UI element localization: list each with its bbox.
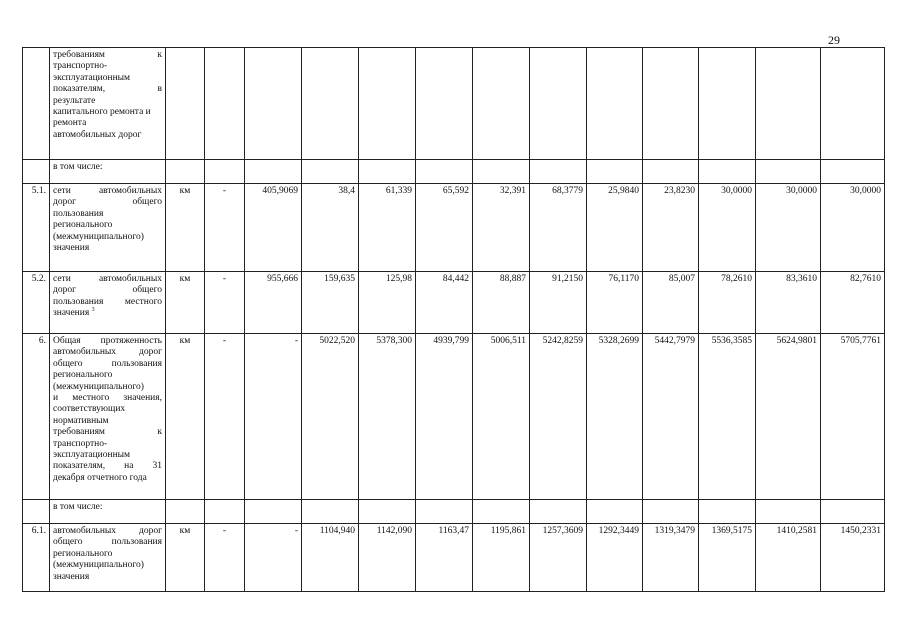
table-row — [23, 272, 885, 334]
value-cell: 5022,520 — [302, 334, 359, 500]
row-index-cell — [23, 160, 50, 184]
empty-cell — [359, 500, 416, 524]
value-cell: 61,339 — [359, 184, 416, 272]
description-line — [53, 96, 162, 107]
value-cell: 5536,3585 — [699, 334, 756, 500]
description-line — [53, 336, 162, 347]
value-cell: 5242,8259 — [530, 334, 587, 500]
description-line-text: нормативным — [53, 415, 109, 426]
base-value-cell: - — [245, 334, 302, 500]
empty-cell — [205, 160, 245, 184]
empty-cell — [699, 48, 756, 160]
description-line — [53, 130, 162, 141]
description-line — [53, 209, 162, 220]
value-cell: 125,98 — [359, 272, 416, 334]
description-line — [53, 220, 162, 231]
base-value-cell: 955,666 — [245, 272, 302, 334]
description-line — [53, 285, 162, 296]
empty-cell — [245, 48, 302, 160]
empty-cell — [166, 500, 205, 524]
description-line-text: показателям, на 31 — [53, 461, 162, 472]
value-cell: 30,0000 — [756, 184, 821, 272]
description-line-text: (межмуниципального) — [53, 381, 144, 392]
table-row — [23, 48, 885, 160]
value-cell: 1369,5175 — [699, 524, 756, 592]
description-line — [53, 359, 162, 370]
description-line — [53, 73, 162, 84]
row-description-cell — [50, 334, 166, 500]
value-cell: 159,635 — [302, 272, 359, 334]
row-index-cell — [23, 500, 50, 524]
description-line-text: сети автомобильных — [53, 274, 162, 284]
description-line-text: Общая протяженность — [53, 336, 162, 346]
description-line-text: показателям, в — [53, 84, 162, 95]
description-line — [53, 186, 162, 197]
empty-cell — [530, 160, 587, 184]
value-cell: 5006,511 — [473, 334, 530, 500]
description-line-text: дорог общего — [53, 285, 162, 296]
empty-cell — [416, 500, 473, 524]
empty-cell — [756, 48, 821, 160]
description-line-text: значения — [53, 243, 90, 254]
description-line — [53, 416, 162, 427]
empty-cell — [205, 48, 245, 160]
description-line-text: регионального — [53, 548, 113, 559]
empty-cell — [166, 160, 205, 184]
description-line-text: значения — [53, 308, 90, 319]
report-table — [22, 47, 885, 592]
description-line-text: регионального — [53, 370, 113, 381]
description-line-text: значения — [53, 571, 90, 582]
empty-cell — [473, 160, 530, 184]
description-line — [53, 50, 162, 61]
description-line-text: требованиям к — [53, 50, 162, 60]
base-value-cell: 405,9069 — [245, 184, 302, 272]
baseline-cell: - — [205, 524, 245, 592]
empty-cell — [302, 160, 359, 184]
description-line — [53, 473, 162, 484]
value-cell: 38,4 — [302, 184, 359, 272]
value-cell: 30,0000 — [821, 184, 885, 272]
row-description-cell — [50, 272, 166, 334]
description-line — [53, 232, 162, 243]
empty-cell — [359, 48, 416, 160]
description-line-text: капитального ремонта и — [53, 107, 151, 118]
base-value-cell: - — [245, 524, 302, 592]
empty-cell — [302, 500, 359, 524]
description-line-text: эксплуатационным — [53, 72, 131, 83]
unit-cell: км — [166, 334, 205, 500]
empty-cell — [416, 160, 473, 184]
empty-cell — [756, 500, 821, 524]
value-cell: 1163,47 — [416, 524, 473, 592]
description-line-text: (межмуниципального) — [53, 231, 144, 242]
description-line-text: и местного значения, — [53, 393, 162, 404]
description-line-text: эксплуатационным — [53, 450, 131, 461]
value-cell: 32,391 — [473, 184, 530, 272]
value-cell: 85,007 — [643, 272, 699, 334]
empty-cell — [821, 500, 885, 524]
description-line-text: ремонта — [53, 118, 87, 129]
empty-cell — [166, 48, 205, 160]
value-cell: 25,9840 — [587, 184, 643, 272]
description-line — [53, 450, 162, 461]
row-index-cell: 5.2. — [23, 272, 50, 334]
description-line-text: результате — [53, 95, 96, 106]
value-cell: 88,887 — [473, 272, 530, 334]
value-cell: 5378,300 — [359, 334, 416, 500]
table-row — [23, 500, 885, 524]
value-cell: 5442,7979 — [643, 334, 699, 500]
description-line — [53, 308, 162, 319]
value-cell: 4939,799 — [416, 334, 473, 500]
value-cell: 1292,3449 — [587, 524, 643, 592]
description-line-text: автомобильных дорог — [53, 347, 162, 358]
description-line-text: декабря отчетного года — [53, 472, 147, 483]
empty-cell — [587, 500, 643, 524]
empty-cell — [643, 48, 699, 160]
description-line — [53, 274, 162, 285]
baseline-cell: - — [205, 334, 245, 500]
description-line — [53, 404, 162, 415]
description-line-text: сети автомобильных — [53, 186, 162, 196]
table-row — [23, 160, 885, 184]
value-cell: 91,2150 — [530, 272, 587, 334]
description-line — [53, 393, 162, 404]
table-row — [23, 184, 885, 272]
row-description-cell — [50, 524, 166, 592]
empty-cell — [245, 160, 302, 184]
description-line — [53, 243, 162, 254]
description-line — [53, 439, 162, 450]
description-line-text: требованиям к — [53, 427, 162, 438]
baseline-cell: - — [205, 272, 245, 334]
description-line-text: автомобильных дорог — [53, 526, 162, 536]
value-cell: 1142,090 — [359, 524, 416, 592]
empty-cell — [821, 160, 885, 184]
description-line — [53, 560, 162, 571]
value-cell: 1410,2581 — [756, 524, 821, 592]
subtotal-label-cell: в том числе: — [50, 160, 166, 184]
empty-cell — [643, 160, 699, 184]
description-line — [53, 84, 162, 95]
value-cell: 5705,7761 — [821, 334, 885, 500]
value-cell: 5328,2699 — [587, 334, 643, 500]
description-line-text: общего пользования — [53, 358, 162, 369]
empty-cell — [699, 500, 756, 524]
description-line-text: (межмуниципального) — [53, 560, 144, 571]
value-cell: 1257,3609 — [530, 524, 587, 592]
table-row — [23, 524, 885, 592]
value-cell: 84,442 — [416, 272, 473, 334]
empty-cell — [756, 160, 821, 184]
empty-cell — [302, 48, 359, 160]
description-line-text: автомобильных дорог — [53, 129, 142, 140]
description-line — [53, 118, 162, 129]
value-cell: 5624,9801 — [756, 334, 821, 500]
description-line-text: пользования местного — [53, 296, 162, 307]
unit-cell: км — [166, 184, 205, 272]
empty-cell — [245, 500, 302, 524]
unit-cell: км — [166, 272, 205, 334]
description-line-text: пользования — [53, 208, 104, 219]
empty-cell — [416, 48, 473, 160]
description-line — [53, 61, 162, 72]
description-line — [53, 572, 162, 583]
description-line — [53, 382, 162, 393]
description-line — [53, 107, 162, 118]
page-number: 29 — [828, 33, 840, 47]
empty-cell — [359, 160, 416, 184]
empty-cell — [473, 500, 530, 524]
description-line-text: соответствующих — [53, 404, 126, 415]
empty-cell — [643, 500, 699, 524]
value-cell: 1104,940 — [302, 524, 359, 592]
table-row — [23, 334, 885, 500]
empty-cell — [587, 48, 643, 160]
value-cell: 23,8230 — [643, 184, 699, 272]
empty-cell — [205, 500, 245, 524]
description-line-text: транспортно- — [53, 61, 108, 72]
unit-cell: км — [166, 524, 205, 592]
row-index-cell: 6.1. — [23, 524, 50, 592]
value-cell: 1319,3479 — [643, 524, 699, 592]
subtotal-label-cell: в том числе: — [50, 500, 166, 524]
value-cell: 82,7610 — [821, 272, 885, 334]
description-line-text: общего пользования — [53, 537, 162, 548]
empty-cell — [473, 48, 530, 160]
value-cell: 83,3610 — [756, 272, 821, 334]
description-line — [53, 427, 162, 438]
description-line — [53, 537, 162, 548]
row-description-cell — [50, 184, 166, 272]
value-cell: 65,592 — [416, 184, 473, 272]
row-index-cell: 6. — [23, 334, 50, 500]
value-cell: 30,0000 — [699, 184, 756, 272]
report-table-body — [23, 48, 885, 592]
description-line — [53, 549, 162, 560]
empty-cell — [699, 160, 756, 184]
empty-cell — [587, 160, 643, 184]
row-index-cell: 5.1. — [23, 184, 50, 272]
value-cell: 68,3779 — [530, 184, 587, 272]
description-line — [53, 297, 162, 308]
description-line — [53, 370, 162, 381]
row-description-cell — [50, 48, 166, 160]
description-line — [53, 461, 162, 472]
row-index-cell — [23, 48, 50, 160]
empty-cell — [821, 48, 885, 160]
description-line — [53, 526, 162, 537]
value-cell: 76,1170 — [587, 272, 643, 334]
footnote-marker: 3 — [91, 307, 95, 314]
value-cell: 1450,2331 — [821, 524, 885, 592]
empty-cell — [530, 48, 587, 160]
description-line-text: транспортно- — [53, 438, 108, 449]
description-line — [53, 347, 162, 358]
description-line-text: дорог общего — [53, 197, 162, 208]
description-line-text: регионального — [53, 220, 113, 231]
empty-cell — [530, 500, 587, 524]
value-cell: 1195,861 — [473, 524, 530, 592]
baseline-cell: - — [205, 184, 245, 272]
value-cell: 78,2610 — [699, 272, 756, 334]
description-line — [53, 197, 162, 208]
